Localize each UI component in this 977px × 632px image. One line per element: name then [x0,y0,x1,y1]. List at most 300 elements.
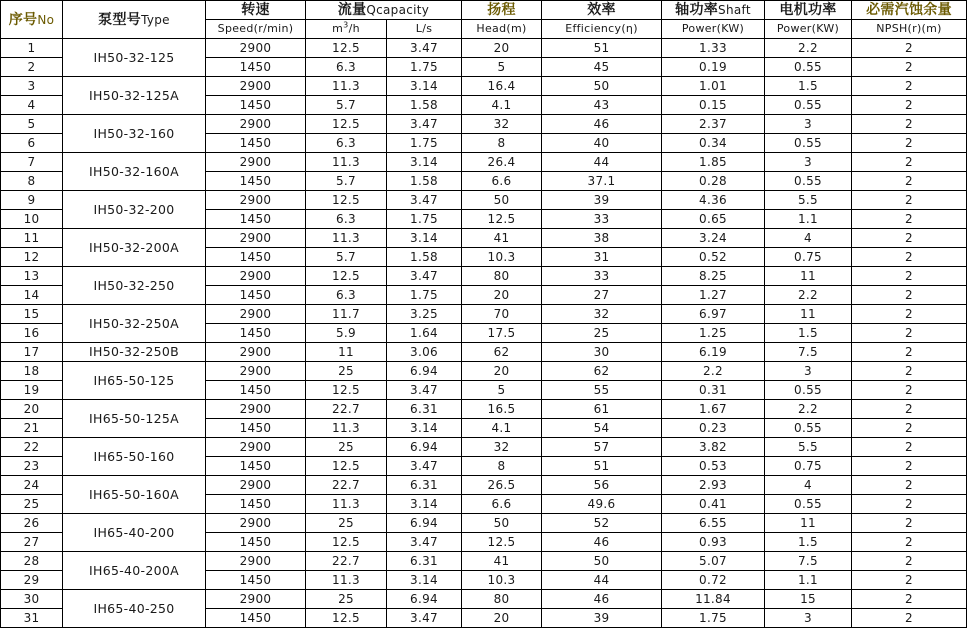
cell-motor[interactable]: 7.5 [765,343,852,362]
cell-shaft[interactable]: 0.28 [662,172,765,191]
cell-head[interactable]: 41 [462,229,542,248]
cell-head[interactable]: 62 [462,343,542,362]
cell-ls[interactable]: 3.25 [387,305,462,324]
cell-motor[interactable]: 11 [765,305,852,324]
cell-shaft[interactable]: 1.33 [662,39,765,58]
cell-head[interactable]: 80 [462,267,542,286]
cell-model[interactable]: IH65-50-125 [63,362,206,400]
cell-speed[interactable]: 1450 [206,96,306,115]
cell-motor[interactable]: 0.55 [765,172,852,191]
cell-motor[interactable]: 0.55 [765,58,852,77]
cell-shaft[interactable]: 5.07 [662,552,765,571]
cell-head[interactable]: 16.5 [462,400,542,419]
cell-shaft[interactable]: 6.55 [662,514,765,533]
cell-ls[interactable]: 6.31 [387,552,462,571]
cell-npsh[interactable]: 2 [852,58,967,77]
header-flow-ls[interactable]: L/s [387,20,462,39]
cell-speed[interactable]: 1450 [206,419,306,438]
cell-ls[interactable]: 3.14 [387,571,462,590]
cell-m3h[interactable]: 25 [306,362,387,381]
cell-eff[interactable]: 50 [542,77,662,96]
cell-npsh[interactable]: 2 [852,229,967,248]
cell-shaft[interactable]: 3.82 [662,438,765,457]
cell-eff[interactable]: 33 [542,210,662,229]
cell-m3h[interactable]: 22.7 [306,552,387,571]
cell-model[interactable]: IH65-50-160 [63,438,206,476]
cell-motor[interactable]: 15 [765,590,852,609]
cell-shaft[interactable]: 2.93 [662,476,765,495]
cell-m3h[interactable]: 12.5 [306,533,387,552]
cell-npsh[interactable]: 2 [852,191,967,210]
cell-ls[interactable]: 1.75 [387,210,462,229]
cell-npsh[interactable]: 2 [852,571,967,590]
cell-shaft[interactable]: 8.25 [662,267,765,286]
cell-speed[interactable]: 1450 [206,457,306,476]
cell-no[interactable]: 5 [1,115,63,134]
cell-npsh[interactable]: 2 [852,381,967,400]
cell-m3h[interactable]: 22.7 [306,400,387,419]
cell-head[interactable]: 50 [462,191,542,210]
cell-speed[interactable]: 1450 [206,533,306,552]
cell-speed[interactable]: 1450 [206,571,306,590]
cell-npsh[interactable]: 2 [852,248,967,267]
cell-motor[interactable]: 4 [765,476,852,495]
cell-head[interactable]: 5 [462,58,542,77]
cell-head[interactable]: 6.6 [462,172,542,191]
cell-no[interactable]: 23 [1,457,63,476]
cell-no[interactable]: 26 [1,514,63,533]
cell-eff[interactable]: 37.1 [542,172,662,191]
cell-motor[interactable]: 1.5 [765,533,852,552]
cell-npsh[interactable]: 2 [852,172,967,191]
cell-no[interactable]: 18 [1,362,63,381]
cell-ls[interactable]: 3.47 [387,115,462,134]
cell-speed[interactable]: 2900 [206,115,306,134]
cell-npsh[interactable]: 2 [852,324,967,343]
cell-m3h[interactable]: 5.7 [306,248,387,267]
cell-head[interactable]: 70 [462,305,542,324]
cell-ls[interactable]: 3.47 [387,609,462,628]
cell-model[interactable]: IH50-32-250B [63,343,206,362]
cell-shaft[interactable]: 1.67 [662,400,765,419]
cell-speed[interactable]: 2900 [206,400,306,419]
cell-no[interactable]: 31 [1,609,63,628]
cell-model[interactable]: IH50-32-125 [63,39,206,77]
cell-eff[interactable]: 39 [542,609,662,628]
cell-eff[interactable]: 46 [542,115,662,134]
header-speed[interactable] [206,1,306,20]
cell-no[interactable]: 6 [1,134,63,153]
cell-head[interactable]: 41 [462,552,542,571]
cell-m3h[interactable]: 11.3 [306,153,387,172]
cell-eff[interactable]: 61 [542,400,662,419]
cell-model[interactable]: IH50-32-250 [63,267,206,305]
cell-ls[interactable]: 3.14 [387,419,462,438]
cell-head[interactable]: 5 [462,381,542,400]
cell-motor[interactable]: 2.2 [765,39,852,58]
cell-motor[interactable]: 5.5 [765,438,852,457]
cell-m3h[interactable]: 11.3 [306,77,387,96]
cell-no[interactable]: 7 [1,153,63,172]
header-head[interactable] [462,1,542,20]
cell-eff[interactable]: 25 [542,324,662,343]
cell-eff[interactable]: 57 [542,438,662,457]
cell-motor[interactable]: 0.75 [765,248,852,267]
cell-no[interactable]: 3 [1,77,63,96]
cell-head[interactable]: 8 [462,457,542,476]
cell-eff[interactable]: 56 [542,476,662,495]
header-npsh[interactable] [852,1,967,20]
cell-m3h[interactable]: 12.5 [306,609,387,628]
cell-m3h[interactable]: 12.5 [306,115,387,134]
cell-model[interactable]: IH65-40-250 [63,590,206,628]
cell-shaft[interactable]: 0.41 [662,495,765,514]
cell-m3h[interactable]: 12.5 [306,381,387,400]
cell-npsh[interactable]: 2 [852,210,967,229]
cell-no[interactable]: 28 [1,552,63,571]
cell-model[interactable]: IH50-32-200A [63,229,206,267]
cell-npsh[interactable]: 2 [852,476,967,495]
cell-m3h[interactable]: 6.3 [306,286,387,305]
cell-no[interactable]: 10 [1,210,63,229]
cell-no[interactable]: 19 [1,381,63,400]
cell-head[interactable]: 26.5 [462,476,542,495]
cell-model[interactable]: IH65-40-200A [63,552,206,590]
cell-shaft[interactable]: 0.31 [662,381,765,400]
cell-m3h[interactable]: 11.3 [306,571,387,590]
cell-eff[interactable]: 51 [542,457,662,476]
cell-motor[interactable]: 7.5 [765,552,852,571]
cell-motor[interactable]: 11 [765,514,852,533]
cell-speed[interactable]: 1450 [206,609,306,628]
cell-no[interactable]: 14 [1,286,63,305]
cell-npsh[interactable]: 2 [852,77,967,96]
cell-npsh[interactable]: 2 [852,400,967,419]
cell-speed[interactable]: 2900 [206,476,306,495]
cell-ls[interactable]: 3.14 [387,495,462,514]
cell-eff[interactable]: 43 [542,96,662,115]
cell-m3h[interactable]: 5.9 [306,324,387,343]
cell-no[interactable]: 16 [1,324,63,343]
cell-shaft[interactable]: 1.85 [662,153,765,172]
cell-motor[interactable]: 2.2 [765,400,852,419]
cell-eff[interactable]: 27 [542,286,662,305]
cell-speed[interactable]: 1450 [206,286,306,305]
cell-npsh[interactable]: 2 [852,590,967,609]
cell-head[interactable]: 20 [462,362,542,381]
cell-npsh[interactable]: 2 [852,419,967,438]
cell-model[interactable]: IH50-32-160A [63,153,206,191]
header-speed-unit[interactable]: Speed(r/min) [206,20,306,39]
cell-head[interactable]: 20 [462,39,542,58]
cell-shaft[interactable]: 2.37 [662,115,765,134]
cell-eff[interactable]: 32 [542,305,662,324]
cell-shaft[interactable]: 0.65 [662,210,765,229]
cell-model[interactable]: IH50-32-160 [63,115,206,153]
cell-npsh[interactable]: 2 [852,552,967,571]
cell-eff[interactable]: 46 [542,590,662,609]
cell-speed[interactable]: 1450 [206,381,306,400]
cell-no[interactable]: 2 [1,58,63,77]
cell-ls[interactable]: 3.14 [387,77,462,96]
cell-no[interactable]: 13 [1,267,63,286]
cell-head[interactable]: 17.5 [462,324,542,343]
cell-npsh[interactable]: 2 [852,609,967,628]
cell-shaft[interactable]: 2.2 [662,362,765,381]
cell-motor[interactable]: 0.55 [765,96,852,115]
cell-no[interactable]: 15 [1,305,63,324]
cell-eff[interactable]: 33 [542,267,662,286]
cell-eff[interactable]: 45 [542,58,662,77]
cell-motor[interactable]: 3 [765,609,852,628]
cell-motor[interactable]: 1.5 [765,77,852,96]
cell-motor[interactable]: 0.55 [765,419,852,438]
cell-no[interactable]: 25 [1,495,63,514]
cell-eff[interactable]: 44 [542,153,662,172]
cell-shaft[interactable]: 4.36 [662,191,765,210]
cell-no[interactable]: 20 [1,400,63,419]
cell-no[interactable]: 27 [1,533,63,552]
cell-shaft[interactable]: 1.27 [662,286,765,305]
header-head-unit[interactable]: Head(m) [462,20,542,39]
cell-speed[interactable]: 1450 [206,210,306,229]
cell-head[interactable]: 4.1 [462,96,542,115]
cell-model[interactable]: IH65-50-160A [63,476,206,514]
cell-no[interactable]: 30 [1,590,63,609]
cell-ls[interactable]: 3.47 [387,381,462,400]
cell-model[interactable]: IH50-32-125A [63,77,206,115]
cell-model[interactable]: IH65-50-125A [63,400,206,438]
cell-head[interactable]: 80 [462,590,542,609]
cell-no[interactable]: 21 [1,419,63,438]
cell-eff[interactable]: 54 [542,419,662,438]
cell-eff[interactable]: 55 [542,381,662,400]
cell-ls[interactable]: 1.75 [387,134,462,153]
cell-speed[interactable]: 2900 [206,39,306,58]
cell-head[interactable]: 12.5 [462,533,542,552]
cell-motor[interactable]: 11 [765,267,852,286]
cell-npsh[interactable]: 2 [852,96,967,115]
cell-shaft[interactable]: 6.19 [662,343,765,362]
cell-no[interactable]: 9 [1,191,63,210]
cell-shaft[interactable]: 0.15 [662,96,765,115]
cell-speed[interactable]: 1450 [206,495,306,514]
cell-m3h[interactable]: 25 [306,590,387,609]
header-efficiency[interactable] [542,1,662,20]
cell-head[interactable]: 20 [462,609,542,628]
cell-motor[interactable]: 0.75 [765,457,852,476]
cell-ls[interactable]: 1.75 [387,58,462,77]
cell-shaft[interactable]: 3.24 [662,229,765,248]
header-type[interactable] [63,1,206,39]
cell-speed[interactable]: 2900 [206,229,306,248]
cell-eff[interactable]: 38 [542,229,662,248]
cell-m3h[interactable]: 6.3 [306,210,387,229]
cell-m3h[interactable]: 12.5 [306,39,387,58]
cell-head[interactable]: 12.5 [462,210,542,229]
cell-eff[interactable]: 50 [542,552,662,571]
cell-m3h[interactable]: 6.3 [306,134,387,153]
header-shaft-unit[interactable]: Power(KW) [662,20,765,39]
cell-speed[interactable]: 1450 [206,324,306,343]
cell-npsh[interactable]: 2 [852,305,967,324]
header-shaft[interactable] [662,1,765,20]
cell-ls[interactable]: 1.58 [387,172,462,191]
cell-npsh[interactable]: 2 [852,457,967,476]
cell-head[interactable]: 6.6 [462,495,542,514]
cell-head[interactable]: 16.4 [462,77,542,96]
cell-eff[interactable]: 39 [542,191,662,210]
cell-npsh[interactable]: 2 [852,533,967,552]
cell-speed[interactable]: 1450 [206,248,306,267]
cell-motor[interactable]: 4 [765,229,852,248]
cell-m3h[interactable]: 22.7 [306,476,387,495]
cell-head[interactable]: 4.1 [462,419,542,438]
cell-speed[interactable]: 2900 [206,590,306,609]
cell-shaft[interactable]: 0.34 [662,134,765,153]
cell-shaft[interactable]: 1.01 [662,77,765,96]
cell-speed[interactable]: 2900 [206,514,306,533]
cell-speed[interactable]: 1450 [206,134,306,153]
cell-head[interactable]: 10.3 [462,248,542,267]
cell-motor[interactable]: 3 [765,153,852,172]
header-flow[interactable] [306,1,462,20]
cell-ls[interactable]: 6.94 [387,362,462,381]
cell-speed[interactable]: 2900 [206,153,306,172]
cell-head[interactable]: 20 [462,286,542,305]
cell-speed[interactable]: 2900 [206,552,306,571]
cell-m3h[interactable]: 11.3 [306,229,387,248]
cell-speed[interactable]: 2900 [206,305,306,324]
cell-motor[interactable]: 3 [765,115,852,134]
cell-m3h[interactable]: 12.5 [306,457,387,476]
cell-ls[interactable]: 6.94 [387,438,462,457]
cell-motor[interactable]: 1.5 [765,324,852,343]
cell-no[interactable]: 29 [1,571,63,590]
cell-motor[interactable]: 1.1 [765,571,852,590]
cell-no[interactable]: 22 [1,438,63,457]
cell-eff[interactable]: 30 [542,343,662,362]
cell-npsh[interactable]: 2 [852,362,967,381]
cell-ls[interactable]: 1.58 [387,248,462,267]
cell-speed[interactable]: 2900 [206,267,306,286]
cell-head[interactable]: 32 [462,438,542,457]
cell-m3h[interactable]: 25 [306,438,387,457]
cell-m3h[interactable]: 25 [306,514,387,533]
cell-shaft[interactable]: 0.52 [662,248,765,267]
header-efficiency-unit[interactable]: Efficiency(η) [542,20,662,39]
cell-ls[interactable]: 3.14 [387,153,462,172]
cell-shaft[interactable]: 0.72 [662,571,765,590]
cell-ls[interactable]: 3.47 [387,533,462,552]
cell-no[interactable]: 8 [1,172,63,191]
cell-npsh[interactable]: 2 [852,343,967,362]
cell-no[interactable]: 24 [1,476,63,495]
cell-shaft[interactable]: 0.23 [662,419,765,438]
cell-npsh[interactable]: 2 [852,514,967,533]
cell-speed[interactable]: 1450 [206,172,306,191]
cell-shaft[interactable]: 6.97 [662,305,765,324]
cell-npsh[interactable]: 2 [852,267,967,286]
cell-ls[interactable]: 6.31 [387,476,462,495]
cell-no[interactable]: 11 [1,229,63,248]
header-motor-unit[interactable]: Power(KW) [765,20,852,39]
cell-shaft[interactable]: 0.19 [662,58,765,77]
cell-motor[interactable]: 2.2 [765,286,852,305]
cell-ls[interactable]: 6.94 [387,514,462,533]
header-no[interactable] [1,1,63,39]
cell-model[interactable]: IH50-32-200 [63,191,206,229]
cell-speed[interactable]: 2900 [206,343,306,362]
cell-head[interactable]: 10.3 [462,571,542,590]
cell-speed[interactable]: 1450 [206,58,306,77]
cell-no[interactable]: 1 [1,39,63,58]
cell-m3h[interactable]: 11.7 [306,305,387,324]
cell-motor[interactable]: 0.55 [765,495,852,514]
cell-speed[interactable]: 2900 [206,438,306,457]
cell-head[interactable]: 50 [462,514,542,533]
cell-npsh[interactable]: 2 [852,115,967,134]
cell-ls[interactable]: 3.47 [387,191,462,210]
cell-shaft[interactable]: 11.84 [662,590,765,609]
cell-ls[interactable]: 6.94 [387,590,462,609]
cell-no[interactable]: 12 [1,248,63,267]
cell-ls[interactable]: 1.75 [387,286,462,305]
cell-model[interactable]: IH50-32-250A [63,305,206,343]
cell-motor[interactable]: 1.1 [765,210,852,229]
cell-m3h[interactable]: 12.5 [306,191,387,210]
cell-motor[interactable]: 3 [765,362,852,381]
cell-model[interactable]: IH65-40-200 [63,514,206,552]
cell-ls[interactable]: 3.47 [387,39,462,58]
cell-speed[interactable]: 2900 [206,362,306,381]
cell-m3h[interactable]: 11.3 [306,419,387,438]
cell-shaft[interactable]: 0.93 [662,533,765,552]
cell-m3h[interactable]: 11.3 [306,495,387,514]
cell-eff[interactable]: 52 [542,514,662,533]
cell-shaft[interactable]: 1.75 [662,609,765,628]
cell-eff[interactable]: 51 [542,39,662,58]
cell-motor[interactable]: 0.55 [765,134,852,153]
cell-ls[interactable]: 1.58 [387,96,462,115]
cell-ls[interactable]: 3.47 [387,267,462,286]
cell-m3h[interactable]: 5.7 [306,96,387,115]
cell-ls[interactable]: 6.31 [387,400,462,419]
cell-npsh[interactable]: 2 [852,438,967,457]
cell-head[interactable]: 8 [462,134,542,153]
cell-no[interactable]: 17 [1,343,63,362]
cell-npsh[interactable]: 2 [852,39,967,58]
cell-speed[interactable]: 2900 [206,77,306,96]
cell-m3h[interactable]: 6.3 [306,58,387,77]
cell-npsh[interactable]: 2 [852,134,967,153]
cell-shaft[interactable]: 0.53 [662,457,765,476]
cell-eff[interactable]: 31 [542,248,662,267]
cell-ls[interactable]: 1.64 [387,324,462,343]
cell-ls[interactable]: 3.14 [387,229,462,248]
cell-m3h[interactable]: 5.7 [306,172,387,191]
cell-ls[interactable]: 3.47 [387,457,462,476]
cell-motor[interactable]: 0.55 [765,381,852,400]
cell-head[interactable]: 32 [462,115,542,134]
cell-eff[interactable]: 44 [542,571,662,590]
header-npsh-unit[interactable]: NPSH(r)(m) [852,20,967,39]
cell-shaft[interactable]: 1.25 [662,324,765,343]
cell-eff[interactable]: 49.6 [542,495,662,514]
cell-npsh[interactable]: 2 [852,286,967,305]
cell-motor[interactable]: 5.5 [765,191,852,210]
cell-eff[interactable]: 62 [542,362,662,381]
